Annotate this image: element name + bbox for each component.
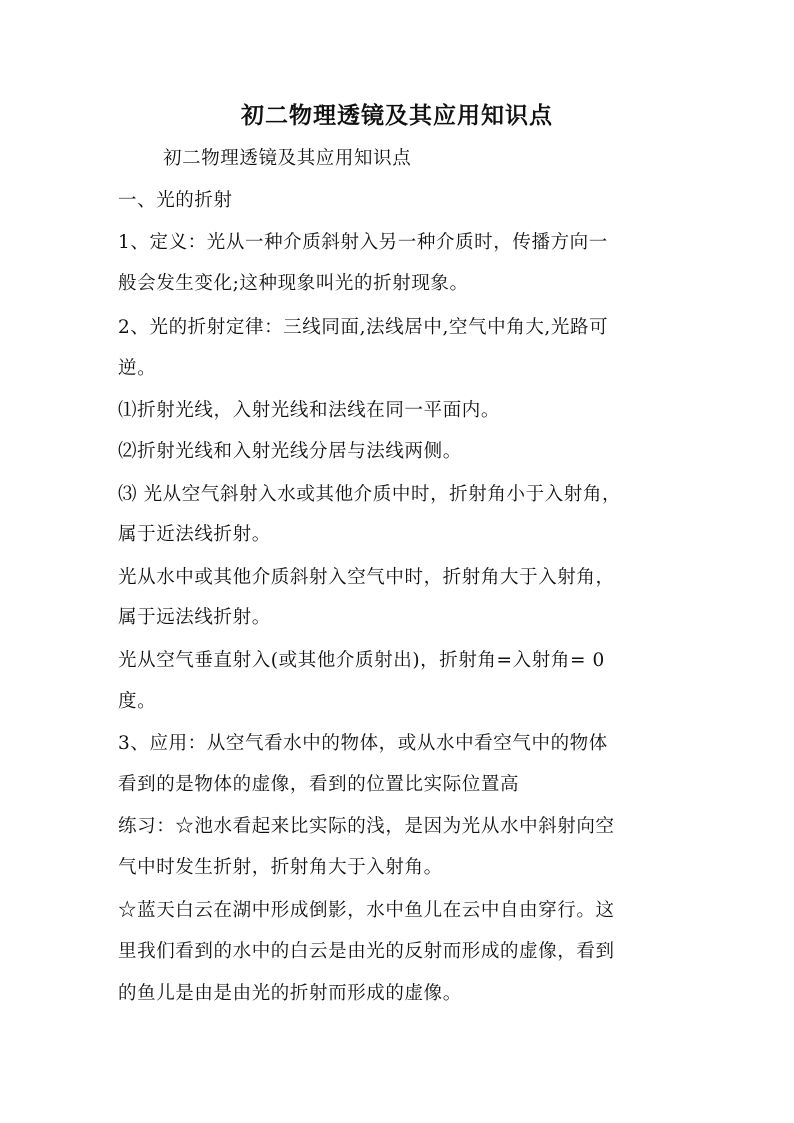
text-line: ☆蓝天白云在湖中形成倒影，水中鱼儿在云中自由穿行。这	[118, 900, 615, 921]
text-line: 属于远法线折射。	[118, 607, 271, 628]
text-line: 1、定义：光从一种介质斜射入另一种介质时，传播方向一	[118, 232, 608, 253]
document-title: 初二物理透镜及其应用知识点	[241, 102, 553, 129]
text-line: 里我们看到的水中的白云是由光的反射而形成的虚像，看到	[118, 941, 615, 962]
text-line: 逆。	[118, 358, 157, 379]
text-line: 度。	[118, 691, 157, 712]
text-line: ⑵折射光线和入射光线分居与法线两侧。	[118, 441, 462, 462]
text-line: 般会发生变化;这种现象叫光的折射现象。	[118, 273, 469, 294]
text-line: 2、光的折射定律：三线同面,法线居中,空气中角大,光路可	[118, 317, 609, 338]
text-line: ⑴折射光线，入射光线和法线在同一平面内。	[118, 400, 501, 421]
text-line: 气中时发生折射，折射角大于入射角。	[118, 857, 443, 878]
text-line: 属于近法线折射。	[118, 524, 271, 545]
text-line: 练习：☆池水看起来比实际的浅，是因为光从水中斜射向空	[118, 816, 615, 837]
text-line: 光从空气垂直射入(或其他介质射出)，折射角=入射角= 0	[118, 650, 605, 671]
text-line: 的鱼儿是由是由光的折射而形成的虚像。	[118, 983, 462, 1004]
text-line: 3、应用：从空气看水中的物体，或从水中看空气中的物体	[118, 733, 608, 754]
text-line: 光从水中或其他介质斜射入空气中时，折射角大于入射角，	[118, 567, 615, 588]
subtitle-line: 初二物理透镜及其应用知识点	[163, 148, 412, 169]
section-heading-refraction: 一、光的折射	[118, 190, 233, 211]
text-line: ⑶ 光从空气斜射入水或其他介质中时，折射角小于入射角，	[118, 484, 622, 505]
text-line: 看到的是物体的虚像，看到的位置比实际位置高	[118, 774, 520, 795]
